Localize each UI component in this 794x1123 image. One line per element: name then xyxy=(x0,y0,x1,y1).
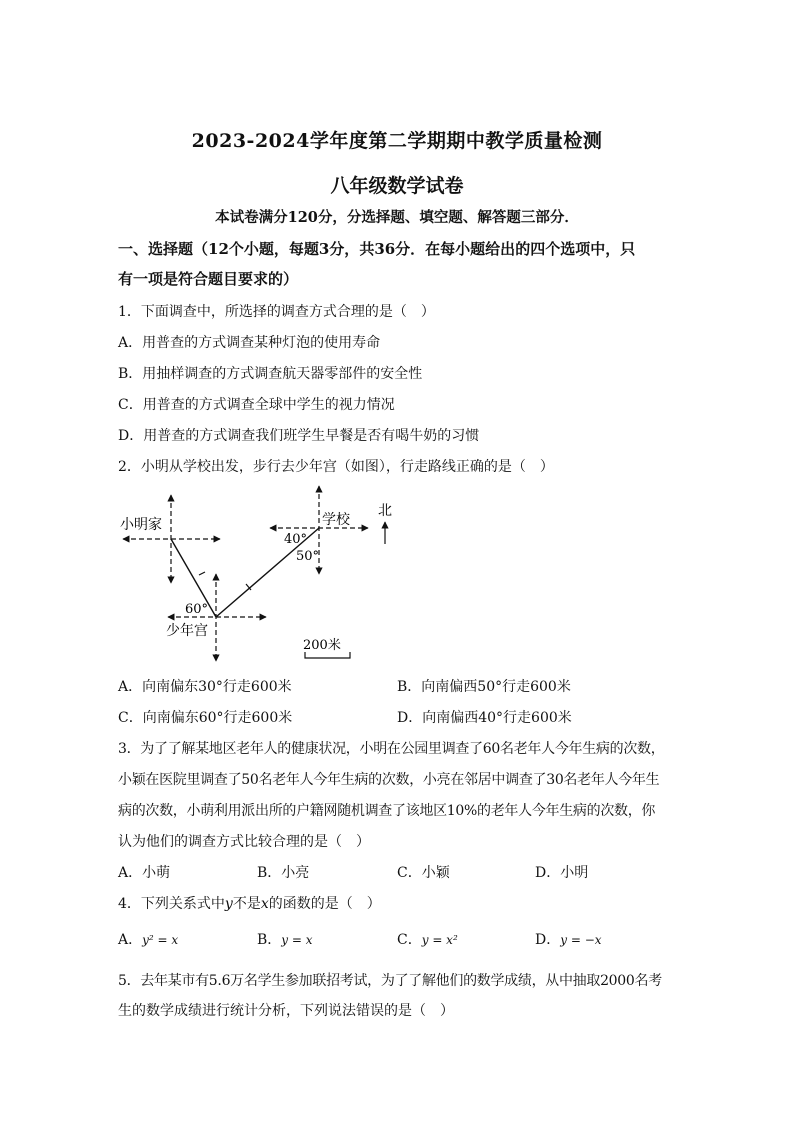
q2-direction-figure xyxy=(110,480,420,670)
q2-option-c: C．向南偏东60°行走600米 xyxy=(118,710,293,726)
q1-option-c: C．用普查的方式调查全球中学生的视力情况 xyxy=(118,397,395,413)
section-heading-line2: 有一项是符合题目要求的） xyxy=(118,270,299,288)
q4-stem-part1: 4．下列关系式中 xyxy=(118,896,225,912)
q4-var-x: x xyxy=(260,896,269,912)
angle-40-label: 40° xyxy=(284,532,308,547)
q3-line2: 小颖在医院里调查了50名老年人今年生病的次数，小亮在邻居中调查了30名老年人今年生 xyxy=(118,772,660,788)
angle-60-label: 60° xyxy=(185,602,209,617)
q4-var-y: y xyxy=(224,896,233,912)
q5-line1: 5．去年某市有5.6万名学生参加联招考试，为了了解他们的数学成绩，从中抽取2000名考 xyxy=(118,973,662,989)
q4-option-d xyxy=(535,929,602,949)
q3-option-a: A．小萌 xyxy=(118,865,171,881)
palace-label: 少年宫 xyxy=(166,623,208,639)
route1-tick xyxy=(199,572,205,575)
school-label: 学校 xyxy=(322,512,350,528)
scale-label: 200米 xyxy=(303,638,341,653)
angle-50-label: 50° xyxy=(296,549,320,564)
q2-option-d: D．向南偏西40°行走600米 xyxy=(397,710,572,726)
q4-stem-part2: 不是 xyxy=(232,896,261,912)
q4-option-b-label: B． xyxy=(257,932,282,948)
q3-option-b: B．小亮 xyxy=(257,865,310,881)
q4-stem xyxy=(118,893,381,913)
q4-option-c-label: C． xyxy=(397,932,422,948)
q4-option-b xyxy=(257,929,313,949)
q1-stem: 1．下面调查中，所选择的调查方式合理的是（ ） xyxy=(118,304,435,320)
q4-option-c xyxy=(397,929,458,949)
q4-option-d-formula: y = −x xyxy=(560,933,602,947)
q4-option-d-label: D． xyxy=(535,932,561,948)
q3-option-c: C．小颖 xyxy=(397,865,450,881)
exam-subtitle: 八年级数学试卷 xyxy=(330,175,464,197)
q3-option-d: D．小明 xyxy=(535,865,589,881)
q4-option-a-label: A． xyxy=(118,932,143,948)
q2-stem: 2．小明从学校出发，步行去少年宫（如图），行走路线正确的是（ ） xyxy=(118,459,554,475)
q1-option-d: D．用普查的方式调查我们班学生早餐是否有喝牛奶的习惯 xyxy=(118,428,480,444)
north-label: 北 xyxy=(378,503,392,519)
q5-line2: 生的数学成绩进行统计分析，下列说法错误的是（ ） xyxy=(118,1003,454,1019)
q4-stem-part3: 的函数的是（ ） xyxy=(268,896,381,912)
q3-line1: 3．为了了解某地区老年人的健康状况，小明在公园里调查了60名老年人今年生病的次数， xyxy=(118,741,665,757)
q2-option-a: A．向南偏东30°行走600米 xyxy=(118,679,292,695)
q4-option-c-formula: y = x² xyxy=(421,933,458,947)
q3-line4: 认为他们的调查方式比较合理的是（ ） xyxy=(118,834,370,850)
exam-note: 本试卷满分120分，分选择题、填空题、解答题三部分． xyxy=(215,209,579,226)
q3-line3: 病的次数，小萌利用派出所的户籍网随机调查了该地区10%的老年人今年生病的次数，你 xyxy=(118,803,656,819)
section-heading-line1: 一、选择题（12个小题，每题3分，共36分．在每小题给出的四个选项中，只 xyxy=(118,240,636,258)
exam-title: 2023-2024学年度第二学期期中教学质量检测 xyxy=(191,130,603,152)
q4-option-b-formula: y = x xyxy=(281,933,313,947)
q1-option-a: A．用普查的方式调查某种灯泡的使用寿命 xyxy=(118,335,381,351)
q2-option-b: B．向南偏西50°行走600米 xyxy=(397,679,571,695)
home-label: 小明家 xyxy=(120,517,162,533)
q4-option-a-formula: y² = x xyxy=(142,933,179,947)
q1-option-b: B．用抽样调查的方式调查航天器零部件的安全性 xyxy=(118,366,423,382)
q4-option-a xyxy=(118,929,178,949)
